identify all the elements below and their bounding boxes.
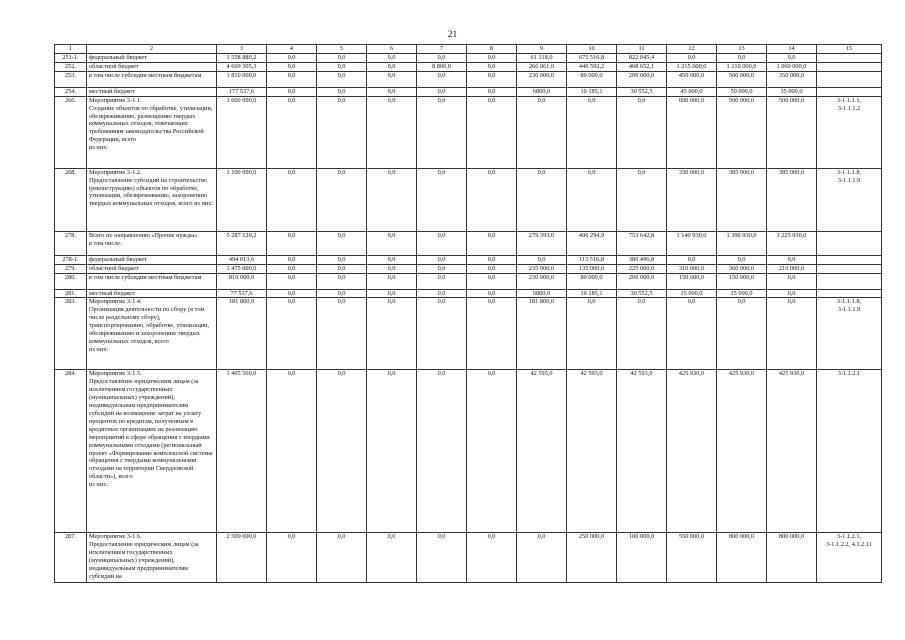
value-cell: 0,0 [717,298,767,370]
value-cell: 0,0 [517,255,567,264]
row-number: 281. [55,289,87,298]
value-cell: 1 405 560,0 [217,370,267,533]
value-cell: 800 000,0 [717,533,767,583]
value-cell: 1 140 930,0 [667,231,717,255]
column-header-1: 1 [55,45,87,54]
value-cell: 0,0 [267,231,317,255]
target-indicator [817,71,882,87]
row-number: 254. [55,87,87,96]
value-cell: 753 642,8 [617,231,667,255]
value-cell: 0,0 [267,54,317,63]
value-cell: 80 000,0 [567,273,617,289]
value-cell: 500 000,0 [767,96,817,168]
value-cell: 0,0 [467,96,517,168]
value-cell: 15 000,0 [717,289,767,298]
value-cell: 235 000,0 [517,264,567,273]
value-cell: 0,0 [767,273,817,289]
value-cell: 0,0 [367,273,417,289]
page-number: 21 [447,30,458,40]
value-cell: 0,0 [567,96,617,168]
table-body [55,54,882,583]
value-cell: 0,0 [417,255,467,264]
value-cell: 42 593,0 [617,370,667,533]
value-cell: 0,0 [767,289,817,298]
row-name: Мероприятие 3-1.5. Предоставление юридическим лицам (за исключением государственных (муниципальных) учреждений), индивидуальным предпринимателям субсидий на возмещение затрат на уплату процентов по кредитам, полученным в кредитных организациях на реализацию мероприятий в сфере обращения с твердыми коммунальными отходами (региональный проект «Формирование комплексной системы обращения с твердыми коммунальными отходами на территории Свердловской области»), всего из них: [87,370,217,533]
target-indicator [817,62,882,71]
value-cell: 1 225 930,0 [767,231,817,255]
value-cell: 50 000,0 [717,87,767,96]
value-cell: 0,0 [367,533,417,583]
value-cell: 0,0 [367,62,417,71]
value-cell: 181 800,0 [217,298,267,370]
value-cell: 100 000,0 [617,533,667,583]
table-row [55,289,882,298]
value-cell: 810 000,0 [217,273,267,289]
value-cell: 0,0 [367,71,417,87]
value-cell: 494 013,6 [217,255,267,264]
target-indicator: 3-1.1.1.8, 3-1.1.1.9 [817,168,882,231]
value-cell: 279 393,0 [517,231,567,255]
value-cell: 1 600 000,0 [217,96,267,168]
value-cell: 0,0 [317,54,367,63]
value-cell: 4 669 305,3 [217,62,267,71]
value-cell: 425 930,0 [767,370,817,533]
row-number: 268. [55,168,87,231]
value-cell: 0,0 [417,289,467,298]
row-name: местный бюджет [87,289,217,298]
column-header-15: 15 [817,45,882,54]
target-indicator [817,264,882,273]
value-cell: 0,0 [267,533,317,583]
value-cell: 0,0 [367,289,417,298]
row-number: 253. [55,71,87,87]
table-row [55,298,882,370]
value-cell: 0,0 [367,298,417,370]
value-cell: 425 930,0 [667,370,717,533]
value-cell: 0,0 [367,168,417,231]
value-cell: 0,0 [317,62,367,71]
value-cell: 6800,0 [517,289,567,298]
row-name: местный бюджет [87,87,217,96]
value-cell: 0,0 [717,54,767,63]
value-cell: 0,0 [267,273,317,289]
value-cell: 113 516,8 [567,255,617,264]
value-cell: 42 593,0 [517,370,567,533]
value-cell: 0,0 [467,62,517,71]
value-cell: 0,0 [317,71,367,87]
value-cell: 1 558 880,2 [217,54,267,63]
row-number: 278. [55,231,87,255]
value-cell: 0,0 [267,71,317,87]
value-cell: 0,0 [367,255,417,264]
value-cell: 0,0 [567,298,617,370]
value-cell: 0,0 [417,54,467,63]
target-indicator: 3-1.1.1.1, 3-1.1.1.2 [817,96,882,168]
row-number: 278-1. [55,255,87,264]
row-name: Мероприятие 3-1.4. Организация деятельности по сбору (в том числе раздельному сбору), транспортированию, обработке, утилизации, обезвреживанию и захоронению твердых коммунальных отходов, всего из них: [87,298,217,370]
target-indicator [817,255,882,264]
value-cell: 2 500 000,0 [217,533,267,583]
value-cell: 350 000,0 [767,71,817,87]
value-cell: 42 593,0 [567,370,617,533]
column-header-6: 6 [367,45,417,54]
value-cell: 10 185,1 [567,87,617,96]
table-row [55,255,882,264]
value-cell: 8 800,0 [417,62,467,71]
value-cell: 0,0 [317,168,367,231]
row-number: 252. [55,62,87,71]
value-cell: 200 000,0 [617,273,667,289]
row-number: 280. [55,273,87,289]
table-row [55,231,882,255]
value-cell: 0,0 [617,96,667,168]
value-cell: 0,0 [367,264,417,273]
value-cell: 181 800,0 [517,298,567,370]
table-row [55,62,882,71]
value-cell: 30 552,5 [617,87,667,96]
value-cell: 177 537,6 [217,87,267,96]
value-cell: 15 000,0 [667,289,717,298]
column-header-9: 9 [517,45,567,54]
value-cell: 385 000,0 [717,168,767,231]
value-cell: 135 000,0 [567,264,617,273]
value-cell: 600 000,0 [667,96,717,168]
value-cell: 0,0 [317,289,367,298]
column-header-2: 2 [87,45,217,54]
value-cell: 1 215 000,0 [667,62,717,71]
row-name: в том числе субсидии местным бюджетам [87,273,217,289]
value-cell: 45 000,0 [667,87,717,96]
value-cell: 0,0 [467,533,517,583]
column-header-12: 12 [667,45,717,54]
value-cell: 0,0 [267,298,317,370]
value-cell: 500 000,0 [717,71,767,87]
row-number: 287. [55,533,87,583]
column-header-10: 10 [567,45,617,54]
value-cell: 0,0 [617,298,667,370]
value-cell: 330 000,0 [667,168,717,231]
row-number: 283. [55,298,87,370]
value-cell: 0,0 [267,370,317,533]
row-number: 251-1. [55,54,87,63]
target-indicator [817,87,882,96]
value-cell: 250 000,0 [567,533,617,583]
table-row [55,87,882,96]
value-cell: 10 185,1 [567,289,617,298]
target-indicator [817,231,882,255]
value-cell: 1 390 930,0 [717,231,767,255]
value-cell: 0,0 [367,231,417,255]
value-cell: 1 210 000,0 [717,62,767,71]
value-cell: 822 045,4 [617,54,667,63]
value-cell: 0,0 [417,298,467,370]
value-cell: 150 000,0 [717,273,767,289]
column-header-7: 7 [417,45,467,54]
value-cell: 6800,0 [517,87,567,96]
row-name: областной бюджет [87,62,217,71]
column-header-row [55,45,882,54]
column-header-8: 8 [467,45,517,54]
table-row [55,54,882,63]
value-cell: 0,0 [417,264,467,273]
value-cell: 0,0 [467,298,517,370]
value-cell: 0,0 [667,298,717,370]
value-cell: 0,0 [417,370,467,533]
value-cell: 0,0 [267,168,317,231]
value-cell: 675 516,8 [567,54,617,63]
value-cell: 310 000,0 [667,264,717,273]
column-header-5: 5 [317,45,367,54]
row-number: 279. [55,264,87,273]
target-indicator: 3-1.1.2.1, 3-1.1.2.2, 4.1.2.11 [817,533,882,583]
value-cell: 385 000,0 [767,168,817,231]
value-cell: 0,0 [617,168,667,231]
value-cell: 0,0 [367,87,417,96]
value-cell: 0,0 [317,231,367,255]
value-cell: 0,0 [467,168,517,231]
value-cell: 800 000,0 [767,533,817,583]
value-cell: 0,0 [317,273,367,289]
value-cell: 450 000,0 [667,71,717,87]
table-row [55,96,882,168]
value-cell: 0,0 [467,264,517,273]
value-cell: 0,0 [767,54,817,63]
target-indicator: 3-1.1.1.8, 3-1.1.1.9 [817,298,882,370]
value-cell: 77 537,6 [217,289,267,298]
value-cell: 500 000,0 [717,96,767,168]
row-name: областной бюджет [87,264,217,273]
table-row [55,533,882,583]
value-cell: 1 475 000,0 [217,264,267,273]
value-cell: 0,0 [467,273,517,289]
value-cell: 200 000,0 [617,71,667,87]
target-indicator [817,273,882,289]
value-cell: 550 000,0 [667,533,717,583]
value-cell: 0,0 [317,255,367,264]
value-cell: 1 060 000,0 [767,62,817,71]
value-cell: 0,0 [317,96,367,168]
value-cell: 360 000,0 [717,264,767,273]
target-indicator [817,289,882,298]
value-cell: 0,0 [767,255,817,264]
value-cell: 0,0 [267,289,317,298]
value-cell: 0,0 [417,96,467,168]
column-header-3: 3 [217,45,267,54]
value-cell: 0,0 [317,87,367,96]
value-cell: 0,0 [467,289,517,298]
value-cell: 0,0 [417,71,467,87]
value-cell: 210 000,0 [767,264,817,273]
value-cell: 425 930,0 [717,370,767,533]
value-cell: 225 000,0 [617,264,667,273]
value-cell: 266 061,0 [517,62,567,71]
value-cell: 0,0 [417,533,467,583]
row-name: федеральный бюджет [87,54,217,63]
target-indicator: 3-1.1.2.1 [817,370,882,533]
value-cell: 0,0 [467,231,517,255]
column-header-14: 14 [767,45,817,54]
value-cell: 0,0 [517,168,567,231]
value-cell: 0,0 [767,298,817,370]
value-cell: 1 810 000,0 [217,71,267,87]
value-cell: 0,0 [317,533,367,583]
value-cell: 0,0 [517,533,567,583]
value-cell: 468 652,1 [617,62,667,71]
value-cell: 0,0 [467,255,517,264]
value-cell: 0,0 [267,255,317,264]
column-header-13: 13 [717,45,767,54]
value-cell: 0,0 [417,87,467,96]
value-cell: 440 592,2 [567,62,617,71]
value-cell: 0,0 [317,298,367,370]
row-name: Всего по направлению «Прочие нужды» в том числе: [87,231,217,255]
table-row [55,264,882,273]
value-cell: 0,0 [267,264,317,273]
value-cell: 30 552,5 [617,289,667,298]
table-row [55,168,882,231]
row-name: в том числе субсидии местным бюджетам [87,71,217,87]
row-name: Мероприятие 3-1.2. Предоставление субсидий на строительство (реконструкцию) объектов по обработке, утилизации, обезвреживанию, захоронению твердых коммунальных отходов, всего из них: [87,168,217,231]
table-row [55,273,882,289]
value-cell: 0,0 [467,370,517,533]
value-cell: 0,0 [667,255,717,264]
value-cell: 496 294,9 [567,231,617,255]
value-cell: 5 287 120,2 [217,231,267,255]
value-cell: 0,0 [717,255,767,264]
value-cell: 0,0 [417,168,467,231]
row-name: Мероприятие 3-1.6. Предоставление юридическим лицам (за исключением государственных (муниципальных) учреждений), индивидуальным предпринимателям субсидий на [87,533,217,583]
row-name: федеральный бюджет [87,255,217,264]
value-cell: 0,0 [467,54,517,63]
value-cell: 230 000,0 [517,273,567,289]
value-cell: 0,0 [267,87,317,96]
value-cell: 0,0 [267,96,317,168]
value-cell: 380 496,8 [617,255,667,264]
value-cell: 61 318,0 [517,54,567,63]
value-cell: 0,0 [667,54,717,63]
value-cell: 0,0 [417,273,467,289]
budget-table [54,44,882,583]
table-row [55,71,882,87]
value-cell: 0,0 [567,168,617,231]
row-name: Мероприятие 3-1.1. Создание объектов по обработке, утилизации, обезвреживанию, размещению твердых коммунальных отходов, отвечающих требованиям законодательства Российской Федерации, всего из них: [87,96,217,168]
value-cell: 1 100 000,0 [217,168,267,231]
value-cell: 0,0 [367,370,417,533]
value-cell: 0,0 [367,54,417,63]
value-cell: 0,0 [467,87,517,96]
column-header-4: 4 [267,45,317,54]
table-row [55,370,882,533]
value-cell: 0,0 [267,62,317,71]
value-cell: 150 000,0 [667,273,717,289]
column-header-11: 11 [617,45,667,54]
value-cell: 0,0 [317,264,367,273]
value-cell: 0,0 [517,96,567,168]
value-cell: 0,0 [417,231,467,255]
value-cell: 35 000,0 [767,87,817,96]
row-number: 284. [55,370,87,533]
value-cell: 0,0 [367,96,417,168]
target-indicator [817,54,882,63]
value-cell: 0,0 [467,71,517,87]
value-cell: 230 000,0 [517,71,567,87]
value-cell: 80 000,0 [567,71,617,87]
row-number: 266. [55,96,87,168]
value-cell: 0,0 [317,370,367,533]
